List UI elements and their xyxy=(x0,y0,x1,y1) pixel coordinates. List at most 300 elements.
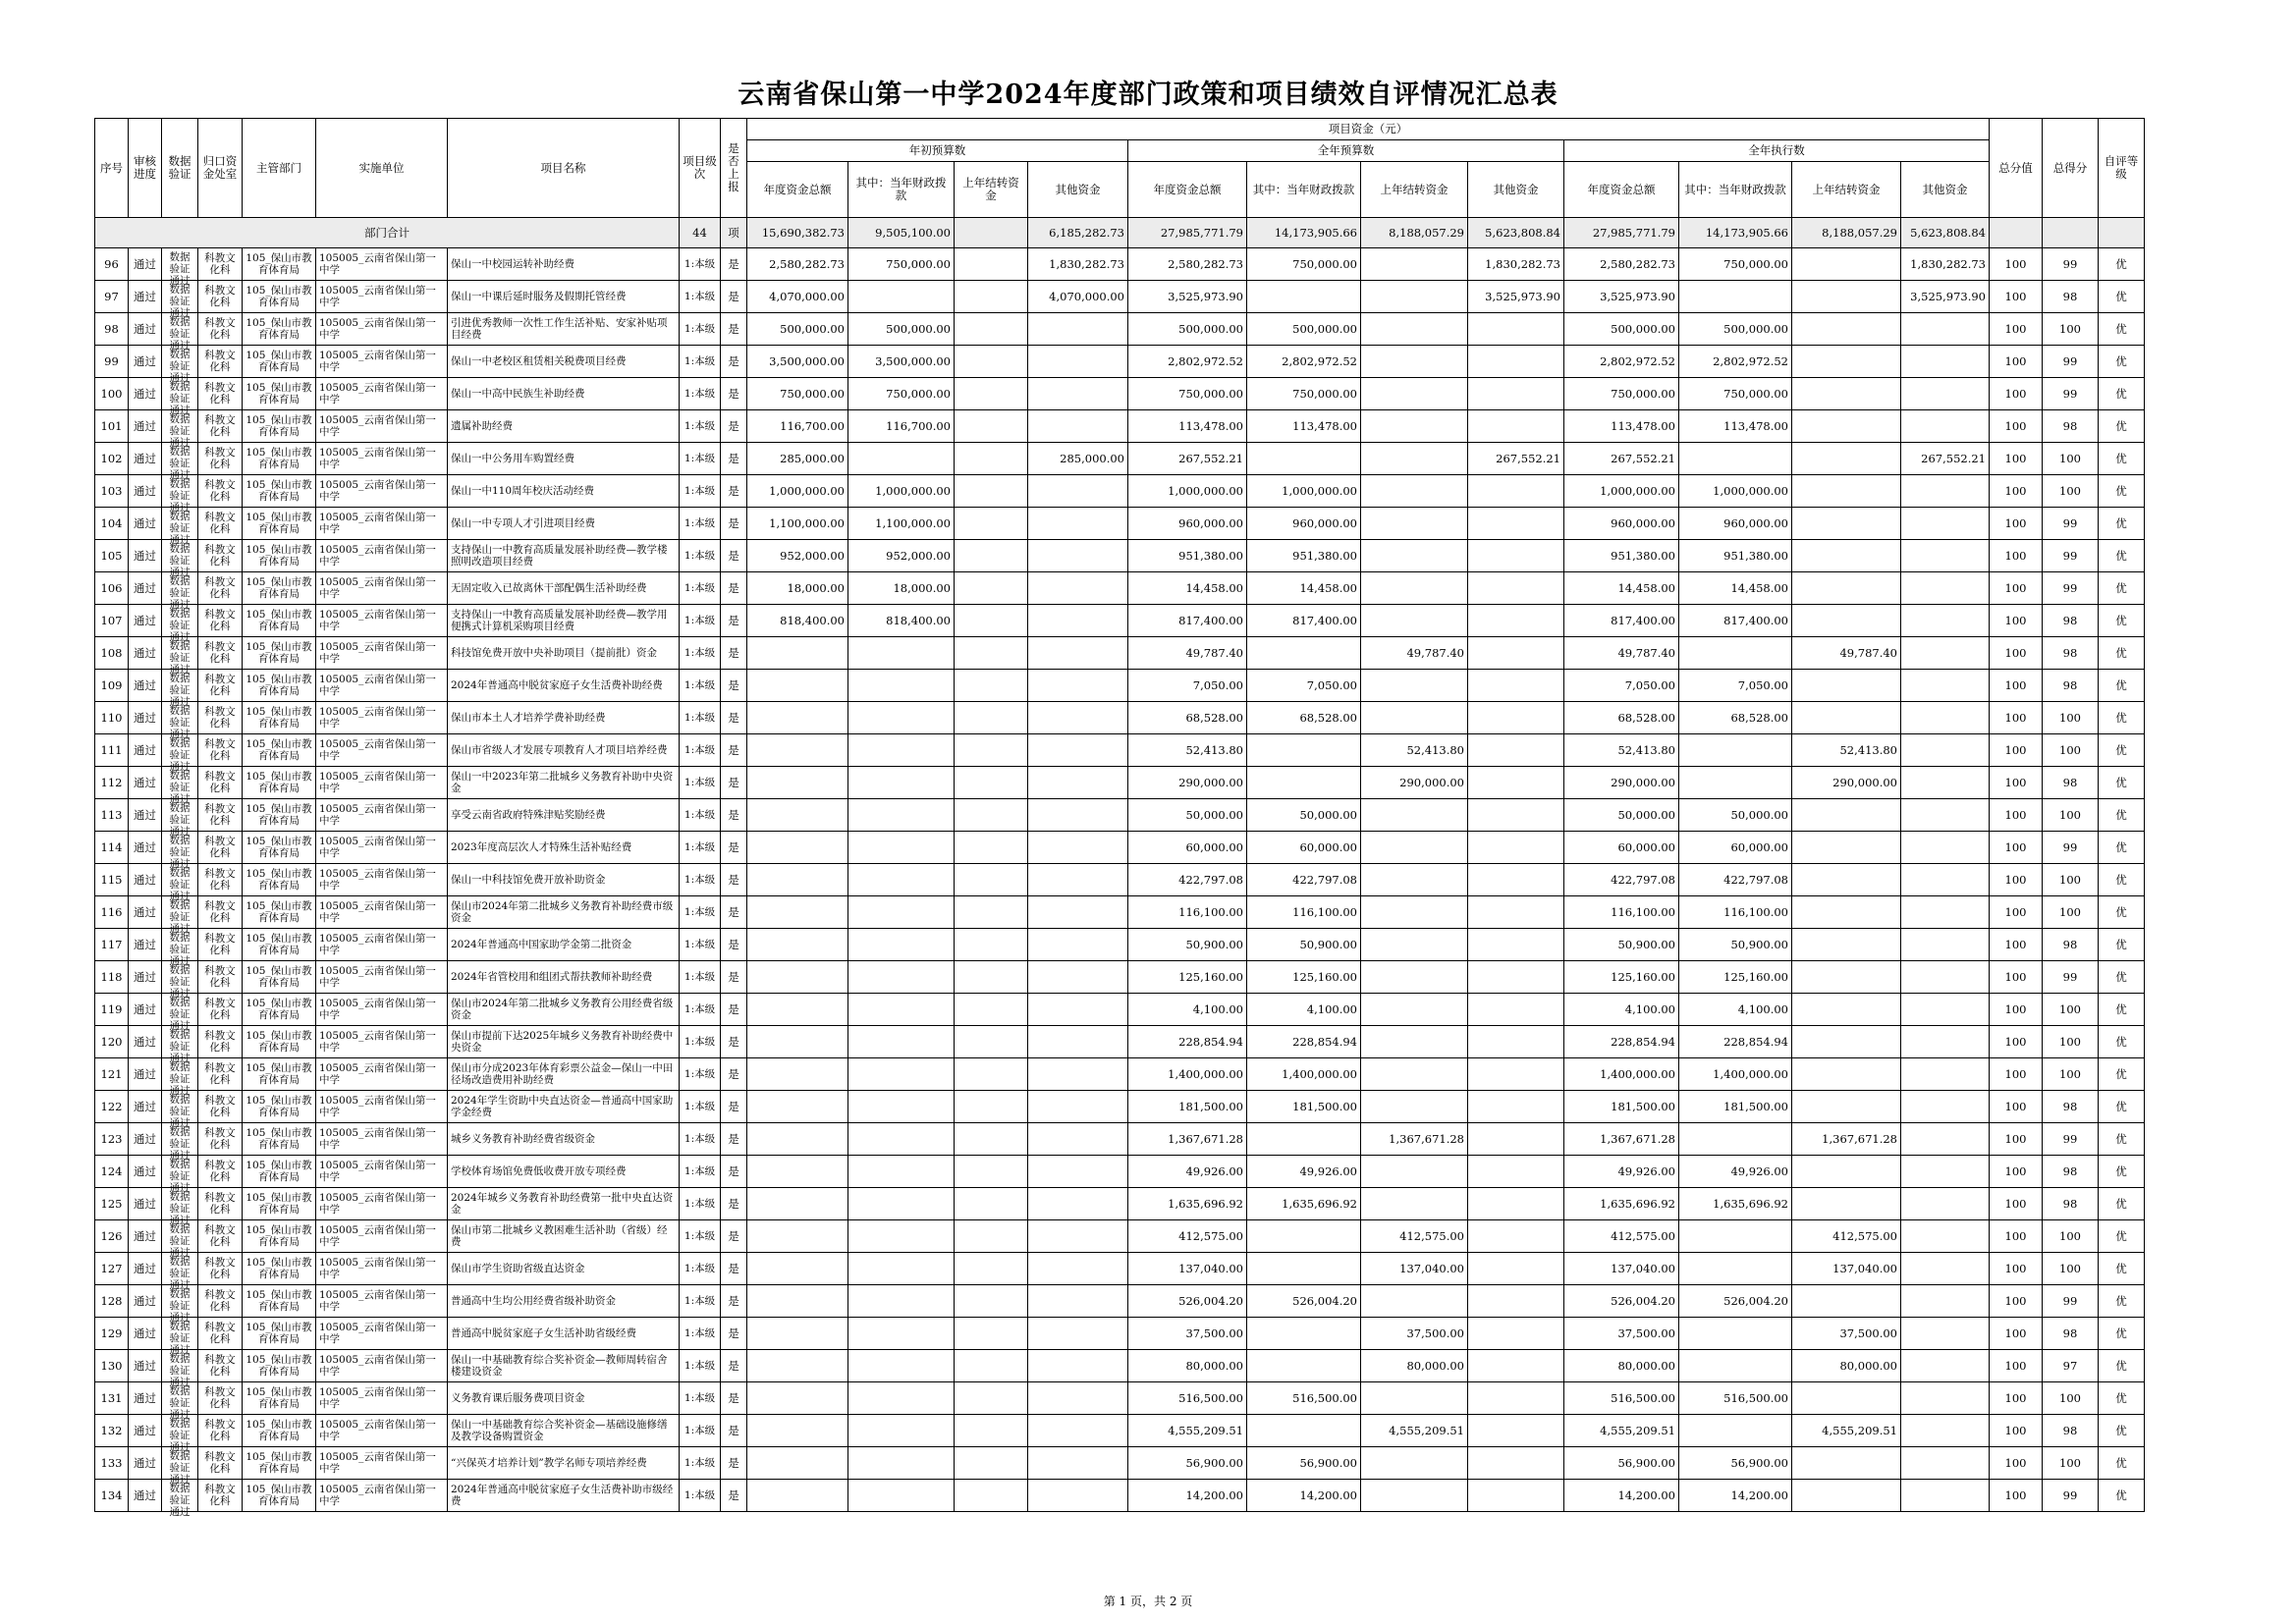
table-row xyxy=(95,572,2145,605)
cell-project-name xyxy=(448,410,680,443)
cell-review: 通过 xyxy=(129,1480,162,1512)
cell-init-carry xyxy=(955,799,1028,832)
cell-exec-total: 750,000.00 xyxy=(1564,378,1679,410)
cell-total-score: 100 xyxy=(1990,767,2043,799)
cell-office xyxy=(198,896,243,929)
table-row xyxy=(95,994,2145,1026)
cell-budget-carry xyxy=(1361,572,1468,605)
cell-seq: 129 xyxy=(95,1318,129,1350)
cell-exec-carry xyxy=(1792,896,1901,929)
cell-project-name-text: 保山一中公务用车购置经费 xyxy=(451,453,574,464)
cell-init-fiscal xyxy=(848,1350,955,1382)
cell-total-score: 100 xyxy=(1990,1253,2043,1285)
cell-dept-text: 105_保山市教育体育局 xyxy=(246,674,312,697)
cell-budget-total: 750,000.00 xyxy=(1128,378,1247,410)
cell-unit xyxy=(316,864,448,896)
header-initial-budget: 年初预算数 xyxy=(747,140,1128,162)
cell-budget-carry xyxy=(1361,443,1468,475)
header-office: 归口资金处室 xyxy=(198,119,243,218)
cell-total-score: 100 xyxy=(1990,1026,2043,1058)
cell-score: 100 xyxy=(2043,475,2099,508)
cell-office xyxy=(198,734,243,767)
cell-init-total xyxy=(747,896,848,929)
cell-reported: 是 xyxy=(721,605,747,637)
cell-budget-carry xyxy=(1361,1188,1468,1220)
cell-grade: 优 xyxy=(2099,572,2145,605)
cell-verify-text: 数据验证通过 xyxy=(169,1418,191,1453)
cell-verify xyxy=(162,1253,198,1291)
cell-level: 1:本级 xyxy=(680,799,721,832)
cell-init-other xyxy=(1028,1447,1128,1480)
cell-budget-other xyxy=(1468,734,1564,767)
cell-level: 1:本级 xyxy=(680,961,721,994)
header-project: 项目名称 xyxy=(448,119,680,218)
cell-unit-text: 105005_云南省保山第一中学 xyxy=(319,1354,436,1378)
cell-seq: 113 xyxy=(95,799,129,832)
cell-exec-fiscal: 500,000.00 xyxy=(1679,313,1792,346)
cell-verify-text: 数据验证通过 xyxy=(169,867,191,902)
page-footer: 第 1 页，共 2 页 xyxy=(1103,1595,1193,1608)
cell-dept-text: 105_保山市教育体育局 xyxy=(246,512,312,535)
cell-unit xyxy=(316,1415,448,1447)
cell-seq: 133 xyxy=(95,1447,129,1480)
cell-verify-text: 数据验证通过 xyxy=(169,608,191,643)
cell-exec-total: 2,580,282.73 xyxy=(1564,248,1679,281)
cell-exec-total: 68,528.00 xyxy=(1564,702,1679,734)
cell-review: 通过 xyxy=(129,1285,162,1318)
cell-verify xyxy=(162,832,198,870)
cell-dept-text: 105_保山市教育体育局 xyxy=(246,965,312,989)
cell-exec-fiscal: 750,000.00 xyxy=(1679,248,1792,281)
cell-project-name xyxy=(448,248,680,281)
cell-init-other xyxy=(1028,832,1128,864)
cell-budget-carry xyxy=(1361,1026,1468,1058)
cell-unit-text: 105005_云南省保山第一中学 xyxy=(319,447,436,470)
cell-verify xyxy=(162,605,198,643)
cell-budget-other: 3,525,973.90 xyxy=(1468,281,1564,313)
cell-init-carry xyxy=(955,702,1028,734)
cell-budget-fiscal: 516,500.00 xyxy=(1247,1382,1361,1415)
table-row xyxy=(95,961,2145,994)
cell-office-text: 科教文化科 xyxy=(204,706,236,730)
cell-seq: 118 xyxy=(95,961,129,994)
cell-review: 通过 xyxy=(129,540,162,572)
cell-init-fiscal xyxy=(848,637,955,670)
cell-project-name xyxy=(448,540,680,572)
table-row xyxy=(95,702,2145,734)
cell-dept-text: 105_保山市教育体育局 xyxy=(246,1289,312,1313)
cell-init-carry xyxy=(955,734,1028,767)
cell-budget-total: 817,400.00 xyxy=(1128,605,1247,637)
cell-verify xyxy=(162,637,198,676)
cell-init-other xyxy=(1028,1480,1128,1512)
cell-total-score: 100 xyxy=(1990,1382,2043,1415)
cell-project-name xyxy=(448,1123,680,1156)
cell-init-other xyxy=(1028,410,1128,443)
cell-dept-text: 105_保山市教育体育局 xyxy=(246,771,312,794)
cell-dept xyxy=(243,346,316,378)
cell-level: 1:本级 xyxy=(680,605,721,637)
cell-unit-text: 105005_云南省保山第一中学 xyxy=(319,1484,436,1507)
cell-seq: 104 xyxy=(95,508,129,540)
cell-verify xyxy=(162,1415,198,1453)
cell-level: 1:本级 xyxy=(680,767,721,799)
cell-init-total: 952,000.00 xyxy=(747,540,848,572)
cell-budget-fiscal: 7,050.00 xyxy=(1247,670,1361,702)
cell-verify xyxy=(162,378,198,416)
cell-unit-text: 105005_云南省保山第一中学 xyxy=(319,350,436,373)
cell-unit-text: 105005_云南省保山第一中学 xyxy=(319,738,436,762)
cell-budget-carry: 37,500.00 xyxy=(1361,1318,1468,1350)
header-annual-total: 年度资金总额 xyxy=(1128,162,1247,218)
cell-init-other xyxy=(1028,670,1128,702)
cell-project-name-text: 无固定收入已故离休干部配偶生活补助经费 xyxy=(451,582,647,594)
cell-budget-fiscal xyxy=(1247,1123,1361,1156)
cell-project-name xyxy=(448,346,680,378)
header-other: 其他资金 xyxy=(1028,162,1128,218)
cell-budget-carry xyxy=(1361,961,1468,994)
cell-score: 100 xyxy=(2043,1447,2099,1480)
cell-init-fiscal xyxy=(848,896,955,929)
cell-project-name xyxy=(448,1253,680,1285)
cell-unit xyxy=(316,832,448,864)
cell-init-other xyxy=(1028,1156,1128,1188)
cell-dept xyxy=(243,670,316,702)
cell-project-name xyxy=(448,702,680,734)
cell-dept-text: 105_保山市教育体育局 xyxy=(246,1192,312,1216)
cell-budget-total: 7,050.00 xyxy=(1128,670,1247,702)
cell-total-score: 100 xyxy=(1990,281,2043,313)
cell-verify-text: 数据验证通过 xyxy=(169,932,191,967)
cell-init-carry xyxy=(955,896,1028,929)
header-carryover: 上年结转资金 xyxy=(1361,162,1468,218)
cell-init-fiscal: 1,000,000.00 xyxy=(848,475,955,508)
cell-project-name xyxy=(448,1350,680,1382)
cell-dept-text: 105_保山市教育体育局 xyxy=(246,1062,312,1086)
cell-init-total: 2,580,282.73 xyxy=(747,248,848,281)
cell-init-fiscal xyxy=(848,799,955,832)
cell-budget-total: 113,478.00 xyxy=(1128,410,1247,443)
cell-exec-other xyxy=(1901,1285,1990,1318)
cell-unit-text: 105005_云南省保山第一中学 xyxy=(319,414,436,438)
cell-total-score: 100 xyxy=(1990,799,2043,832)
cell-exec-fiscal: 113,478.00 xyxy=(1679,410,1792,443)
cell-init-carry xyxy=(955,929,1028,961)
cell-score: 100 xyxy=(2043,1220,2099,1253)
cell-budget-carry xyxy=(1361,896,1468,929)
cell-dept xyxy=(243,734,316,767)
cell-init-other xyxy=(1028,1188,1128,1220)
cell-score: 99 xyxy=(2043,1480,2099,1512)
cell-score: 100 xyxy=(2043,799,2099,832)
cell-exec-total: 412,575.00 xyxy=(1564,1220,1679,1253)
cell-init-other xyxy=(1028,702,1128,734)
cell-dept-text: 105_保山市教育体育局 xyxy=(246,803,312,827)
cell-office xyxy=(198,1156,243,1188)
cell-exec-carry xyxy=(1792,475,1901,508)
cell-dept-text: 105_保山市教育体育局 xyxy=(246,1127,312,1151)
cell-unit xyxy=(316,508,448,540)
cell-init-carry xyxy=(955,410,1028,443)
cell-dept-text: 105_保山市教育体育局 xyxy=(246,1354,312,1378)
cell-budget-carry xyxy=(1361,1480,1468,1512)
cell-budget-fiscal xyxy=(1247,1220,1361,1253)
cell-budget-carry: 80,000.00 xyxy=(1361,1350,1468,1382)
cell-init-carry xyxy=(955,378,1028,410)
cell-review: 通过 xyxy=(129,281,162,313)
cell-exec-fiscal xyxy=(1679,443,1792,475)
cell-exec-carry xyxy=(1792,508,1901,540)
cell-budget-fiscal: 68,528.00 xyxy=(1247,702,1361,734)
cell-init-other: 4,070,000.00 xyxy=(1028,281,1128,313)
cell-budget-fiscal: 125,160.00 xyxy=(1247,961,1361,994)
cell-level: 1:本级 xyxy=(680,929,721,961)
cell-budget-total: 500,000.00 xyxy=(1128,313,1247,346)
cell-unit xyxy=(316,767,448,799)
cell-dept xyxy=(243,1480,316,1512)
cell-office xyxy=(198,443,243,475)
cell-unit-text: 105005_云南省保山第一中学 xyxy=(319,1322,436,1345)
header-full-budget: 全年预算数 xyxy=(1128,140,1564,162)
cell-grade: 优 xyxy=(2099,313,2145,346)
cell-reported: 是 xyxy=(721,508,747,540)
cell-review: 通过 xyxy=(129,864,162,896)
cell-budget-total: 228,854.94 xyxy=(1128,1026,1247,1058)
cell-budget-fiscal: 1,400,000.00 xyxy=(1247,1058,1361,1091)
cell-init-carry xyxy=(955,1350,1028,1382)
cell-verify-text: 数据验证通过 xyxy=(169,478,191,514)
cell-init-fiscal xyxy=(848,1285,955,1318)
cell-seq: 122 xyxy=(95,1091,129,1123)
cell-init-other xyxy=(1028,864,1128,896)
cell-exec-carry: 137,040.00 xyxy=(1792,1253,1901,1285)
cell-exec-carry xyxy=(1792,864,1901,896)
cell-unit-text: 105005_云南省保山第一中学 xyxy=(319,252,436,276)
cell-init-carry xyxy=(955,1382,1028,1415)
cell-init-carry xyxy=(955,346,1028,378)
cell-exec-fiscal: 50,900.00 xyxy=(1679,929,1792,961)
cell-seq: 120 xyxy=(95,1026,129,1058)
cell-reported: 是 xyxy=(721,896,747,929)
cell-office xyxy=(198,1415,243,1447)
cell-verify-text: 数据验证通过 xyxy=(169,1159,191,1194)
cell-review: 通过 xyxy=(129,670,162,702)
cell-verify-text: 数据验证通过 xyxy=(169,1385,191,1421)
cell-exec-other xyxy=(1901,572,1990,605)
summary-count: 44 xyxy=(680,218,721,248)
header-fiscal: 其中：当年财政拨款 xyxy=(848,162,955,218)
cell-exec-other xyxy=(1901,1253,1990,1285)
cell-unit xyxy=(316,281,448,313)
cell-review: 通过 xyxy=(129,475,162,508)
cell-budget-carry xyxy=(1361,702,1468,734)
cell-budget-other xyxy=(1468,1447,1564,1480)
cell-exec-total: 113,478.00 xyxy=(1564,410,1679,443)
cell-seq: 108 xyxy=(95,637,129,670)
cell-project-name-text: 保山一中高中民族生补助经费 xyxy=(451,388,585,400)
cell-score: 100 xyxy=(2043,1382,2099,1415)
cell-office xyxy=(198,346,243,378)
cell-project-name xyxy=(448,1285,680,1318)
cell-dept xyxy=(243,767,316,799)
cell-office-text: 科教文化科 xyxy=(204,641,236,665)
cell-dept xyxy=(243,961,316,994)
cell-init-other xyxy=(1028,572,1128,605)
cell-level: 1:本级 xyxy=(680,864,721,896)
cell-seq: 107 xyxy=(95,605,129,637)
cell-office xyxy=(198,994,243,1026)
cell-budget-carry xyxy=(1361,864,1468,896)
cell-office-text: 科教文化科 xyxy=(204,900,236,924)
cell-exec-total: 1,000,000.00 xyxy=(1564,475,1679,508)
cell-budget-total: 516,500.00 xyxy=(1128,1382,1247,1415)
cell-review: 通过 xyxy=(129,313,162,346)
cell-unit-text: 105005_云南省保山第一中学 xyxy=(319,900,436,924)
cell-project-name-text: “兴保英才培养计划”教学名师专项培养经费 xyxy=(451,1457,647,1469)
cell-init-other xyxy=(1028,508,1128,540)
cell-verify-text: 数据验证通过 xyxy=(169,899,191,935)
cell-total-score: 100 xyxy=(1990,637,2043,670)
cell-review: 通过 xyxy=(129,734,162,767)
cell-budget-carry xyxy=(1361,1091,1468,1123)
cell-level: 1:本级 xyxy=(680,1318,721,1350)
cell-exec-other: 1,830,282.73 xyxy=(1901,248,1990,281)
cell-total-score: 100 xyxy=(1990,1220,2043,1253)
table-row xyxy=(95,929,2145,961)
cell-unit-text: 105005_云南省保山第一中学 xyxy=(319,512,436,535)
cell-verify xyxy=(162,961,198,1000)
cell-unit-text: 105005_云南省保山第一中学 xyxy=(319,576,436,600)
cell-verify-text: 数据验证通过 xyxy=(169,1094,191,1129)
cell-unit-text: 105005_云南省保山第一中学 xyxy=(319,479,436,503)
cell-init-carry xyxy=(955,1318,1028,1350)
cell-project-name xyxy=(448,313,680,346)
cell-exec-fiscal: 2,802,972.52 xyxy=(1679,346,1792,378)
cell-budget-total: 960,000.00 xyxy=(1128,508,1247,540)
cell-init-other xyxy=(1028,929,1128,961)
cell-score: 100 xyxy=(2043,702,2099,734)
cell-review: 通过 xyxy=(129,1447,162,1480)
cell-init-fiscal xyxy=(848,767,955,799)
cell-grade: 优 xyxy=(2099,346,2145,378)
cell-score: 100 xyxy=(2043,443,2099,475)
cell-init-total: 3,500,000.00 xyxy=(747,346,848,378)
cell-exec-other xyxy=(1901,508,1990,540)
cell-seq: 123 xyxy=(95,1123,129,1156)
cell-score: 98 xyxy=(2043,670,2099,702)
header-total-score: 总分值 xyxy=(1990,119,2043,218)
cell-budget-carry xyxy=(1361,605,1468,637)
cell-budget-total: 56,900.00 xyxy=(1128,1447,1247,1480)
cell-verify-text: 数据验证通过 xyxy=(169,640,191,676)
cell-exec-total: 500,000.00 xyxy=(1564,313,1679,346)
cell-project-name-text: 保山一中科技馆免费开放补助资金 xyxy=(451,874,606,886)
cell-unit-text: 105005_云南省保山第一中学 xyxy=(319,1062,436,1086)
cell-project-name xyxy=(448,832,680,864)
cell-init-fiscal: 818,400.00 xyxy=(848,605,955,637)
cell-exec-other xyxy=(1901,1026,1990,1058)
cell-reported: 是 xyxy=(721,1026,747,1058)
cell-verify xyxy=(162,281,198,319)
cell-project-name xyxy=(448,1091,680,1123)
summary-exec-carry: 8,188,057.29 xyxy=(1792,218,1901,248)
cell-unit xyxy=(316,734,448,767)
summary-exec-fiscal: 14,173,905.66 xyxy=(1679,218,1792,248)
cell-unit-text: 105005_云南省保山第一中学 xyxy=(319,609,436,632)
cell-office-text: 科教文化科 xyxy=(204,350,236,373)
cell-budget-other xyxy=(1468,1480,1564,1512)
cell-init-carry xyxy=(955,281,1028,313)
cell-total-score: 100 xyxy=(1990,832,2043,864)
cell-exec-fiscal: 1,635,696.92 xyxy=(1679,1188,1792,1220)
summary-exec-other: 5,623,808.84 xyxy=(1901,218,1990,248)
cell-exec-total: 49,787.40 xyxy=(1564,637,1679,670)
cell-exec-other xyxy=(1901,961,1990,994)
cell-verify xyxy=(162,994,198,1032)
cell-level: 1:本级 xyxy=(680,1156,721,1188)
cell-init-total xyxy=(747,1156,848,1188)
cell-budget-fiscal: 113,478.00 xyxy=(1247,410,1361,443)
cell-budget-other xyxy=(1468,410,1564,443)
cell-dept-text: 105_保山市教育体育局 xyxy=(246,447,312,470)
cell-seq: 132 xyxy=(95,1415,129,1447)
cell-budget-fiscal: 422,797.08 xyxy=(1247,864,1361,896)
summary-init-total: 15,690,382.73 xyxy=(747,218,848,248)
cell-review: 通过 xyxy=(129,346,162,378)
cell-dept xyxy=(243,799,316,832)
cell-office xyxy=(198,1447,243,1480)
cell-exec-fiscal: 49,926.00 xyxy=(1679,1156,1792,1188)
cell-score: 97 xyxy=(2043,1350,2099,1382)
cell-project-name xyxy=(448,1480,680,1512)
cell-unit xyxy=(316,1318,448,1350)
cell-budget-other xyxy=(1468,1350,1564,1382)
cell-grade: 优 xyxy=(2099,896,2145,929)
cell-seq: 99 xyxy=(95,346,129,378)
cell-total-score: 100 xyxy=(1990,1058,2043,1091)
cell-budget-fiscal: 951,380.00 xyxy=(1247,540,1361,572)
cell-budget-total: 951,380.00 xyxy=(1128,540,1247,572)
cell-exec-carry xyxy=(1792,702,1901,734)
cell-verify xyxy=(162,896,198,935)
cell-project-name-text: 保山市本土人才培养学费补助经费 xyxy=(451,712,606,724)
cell-reported: 是 xyxy=(721,702,747,734)
cell-level: 1:本级 xyxy=(680,1480,721,1512)
cell-office-text: 科教文化科 xyxy=(204,382,236,406)
summary-budget-total: 27,985,771.79 xyxy=(1128,218,1247,248)
cell-exec-total: 181,500.00 xyxy=(1564,1091,1679,1123)
cell-exec-other xyxy=(1901,929,1990,961)
cell-review: 通过 xyxy=(129,605,162,637)
cell-exec-carry xyxy=(1792,410,1901,443)
cell-project-name-text: 保山一中2023年第二批城乡义务教育补助中央资金 xyxy=(451,771,674,794)
cell-total-score: 100 xyxy=(1990,864,2043,896)
header-carryover: 上年结转资金 xyxy=(1792,162,1901,218)
cell-budget-fiscal xyxy=(1247,734,1361,767)
cell-grade: 优 xyxy=(2099,1156,2145,1188)
cell-exec-fiscal: 951,380.00 xyxy=(1679,540,1792,572)
cell-grade: 优 xyxy=(2099,1447,2145,1480)
cell-exec-carry xyxy=(1792,961,1901,994)
cell-budget-fiscal: 960,000.00 xyxy=(1247,508,1361,540)
cell-verify xyxy=(162,1318,198,1356)
cell-exec-total: 50,900.00 xyxy=(1564,929,1679,961)
cell-total-score: 100 xyxy=(1990,734,2043,767)
cell-verify xyxy=(162,1285,198,1324)
cell-exec-fiscal: 750,000.00 xyxy=(1679,378,1792,410)
cell-level: 1:本级 xyxy=(680,734,721,767)
cell-grade: 优 xyxy=(2099,1415,2145,1447)
